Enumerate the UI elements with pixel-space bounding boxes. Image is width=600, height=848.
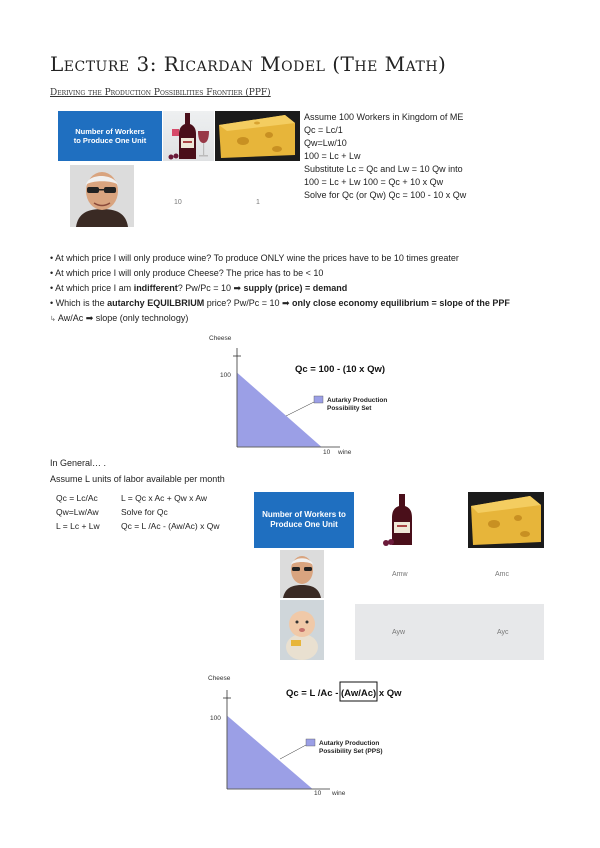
- cheese-image: [215, 111, 300, 161]
- general-formulas-col2: [121, 491, 219, 533]
- baby-icon: [280, 600, 324, 660]
- page-subtitle: Deriving the Production Possibilities Frontier (PPF): [50, 88, 271, 98]
- general-formulas-col1: [56, 491, 100, 533]
- wine-image: [163, 111, 214, 161]
- ppf-chart-2: [200, 670, 460, 800]
- bullet-list: [50, 251, 570, 327]
- table1-value-cheese: 1: [256, 199, 260, 206]
- assumption-line: Assume 100 Workers in Kingdom of ME: [304, 112, 464, 122]
- avatar-man-sunglasses: [70, 165, 134, 227]
- chart2-formula: [286, 688, 402, 699]
- table2-r1-wine: Amw: [392, 571, 408, 578]
- chart2-legend-line: Possibility Set (PPS): [319, 748, 383, 755]
- chart1-formula: Qc = 100 - (10 x Qw): [295, 364, 386, 375]
- bullet-item: [50, 311, 570, 327]
- chart2-formula-box: (Aw/Ac): [341, 688, 377, 699]
- page-title: Lecture 3: Ricardan Model (The Math): [50, 52, 447, 76]
- bullet-bold: autarchy EQUILBRIUM: [107, 298, 205, 308]
- chart2-formula-pre: Qc = L /Ac -: [286, 688, 341, 699]
- bullet-item: • At which price I will only produce wine? To produce ONLY wine the prices have to be 10 times greater: [50, 253, 459, 263]
- table2-r2-wine: Ayw: [392, 629, 406, 636]
- chart2-pps-area: [228, 716, 313, 789]
- wine-bottle-icon: [163, 111, 214, 161]
- assumption-line: Qc = Lc/1: [304, 125, 343, 135]
- formula-line: L = Lc + Lw: [56, 521, 100, 531]
- table2-header-text: Number of Workers to Produce One Unit: [262, 510, 346, 529]
- assumption-line: Substitute Lc = Qc and Lw = 10 Qw into: [304, 164, 463, 174]
- bullet-item: [50, 296, 570, 311]
- formula-line: L = Qc x Ac + Qw x Aw: [121, 493, 207, 503]
- assumptions-block: [304, 111, 466, 202]
- chart1-legend-swatch: [314, 396, 323, 403]
- formula-line: Qw=Lw/Aw: [56, 507, 99, 517]
- bullet-bold: indifferent: [133, 283, 178, 293]
- chart1-legend-pointer: [286, 402, 314, 416]
- chart1-y-value: 100: [220, 372, 231, 379]
- assumption-line: Solve for Qc (or Qw) Qc = 100 - 10 x Qw: [304, 190, 467, 200]
- bullet-bold: supply (price) = demand: [243, 283, 348, 293]
- table2-r2-cheese: Ayc: [497, 629, 509, 636]
- table1-header: [58, 111, 162, 161]
- chart1-legend-line: Autarky Production: [327, 397, 388, 404]
- formula-line: Qc = Lc/Ac: [56, 493, 98, 503]
- assumption-line: 100 = Lc + Lw 100 = Qc + 10 x Qw: [304, 177, 444, 187]
- ppf-chart-1: [200, 330, 450, 455]
- bullet-item: • At which price I will only produce Cheese? The price has to be < 10: [50, 268, 324, 278]
- chart1-x-value: 10: [323, 449, 331, 455]
- chart2-x-value: 10: [314, 790, 322, 797]
- avatar-man-sunglasses: [280, 550, 324, 598]
- chart1-xlabel: wine: [338, 449, 352, 455]
- chart1-pps-area: [238, 373, 322, 447]
- sub-arrow-icon: ↳: [50, 316, 56, 323]
- table1-header-text: Number of Workers to Produce One Unit: [73, 126, 147, 145]
- bullet-text: • Which is the: [50, 298, 108, 308]
- avatar-baby: [280, 600, 324, 660]
- general-assumption: Assume L units of labor available per month: [50, 474, 225, 484]
- chart2-legend-line: Autarky Production: [319, 740, 380, 747]
- chart2-y-value: 100: [210, 715, 221, 722]
- bullet-bold: only close economy equilibrium = slope of the PPF: [292, 298, 510, 308]
- cheese-icon: [468, 492, 544, 548]
- table2-header: [254, 492, 354, 548]
- general-heading: In General… .: [50, 458, 107, 468]
- table1-value-wine: 10: [174, 199, 182, 206]
- chart2-legend-pointer: [280, 745, 306, 759]
- cheese-image: [468, 492, 544, 548]
- table2-r1-cheese: Amc: [495, 571, 509, 578]
- bullet-text: Aw/Ac ➡ slope (only technology): [55, 313, 189, 323]
- bullet-text: price? Pw/Pc = 10 ➡: [204, 298, 293, 308]
- chart2-xlabel: wine: [332, 790, 346, 797]
- person-icon: [70, 165, 134, 227]
- wine-bottle-icon: [355, 492, 467, 548]
- wine-image: [355, 492, 467, 548]
- assumption-line: Qw=Lw/10: [304, 138, 347, 148]
- chart1-legend-line: Possibility Set: [327, 405, 372, 412]
- formula-line: Solve for Qc: [121, 507, 168, 517]
- bullet-item: [50, 281, 570, 296]
- chart2-formula-post: x Qw: [376, 688, 402, 699]
- cheese-icon: [215, 111, 300, 161]
- formula-line: Qc = L /Ac - (Aw/Ac) x Qw: [121, 521, 220, 531]
- assumption-line: 100 = Lc + Lw: [304, 151, 361, 161]
- chart2-legend-swatch: [306, 739, 315, 746]
- table2-grey-row: [355, 604, 544, 660]
- bullet-text: ? Pw/Pc = 10 ➡: [177, 283, 244, 293]
- chart2-ylabel: Cheese: [208, 675, 231, 682]
- person-icon: [280, 550, 324, 598]
- chart1-ylabel: Cheese: [209, 335, 232, 342]
- bullet-text: • At which price I am: [50, 283, 134, 293]
